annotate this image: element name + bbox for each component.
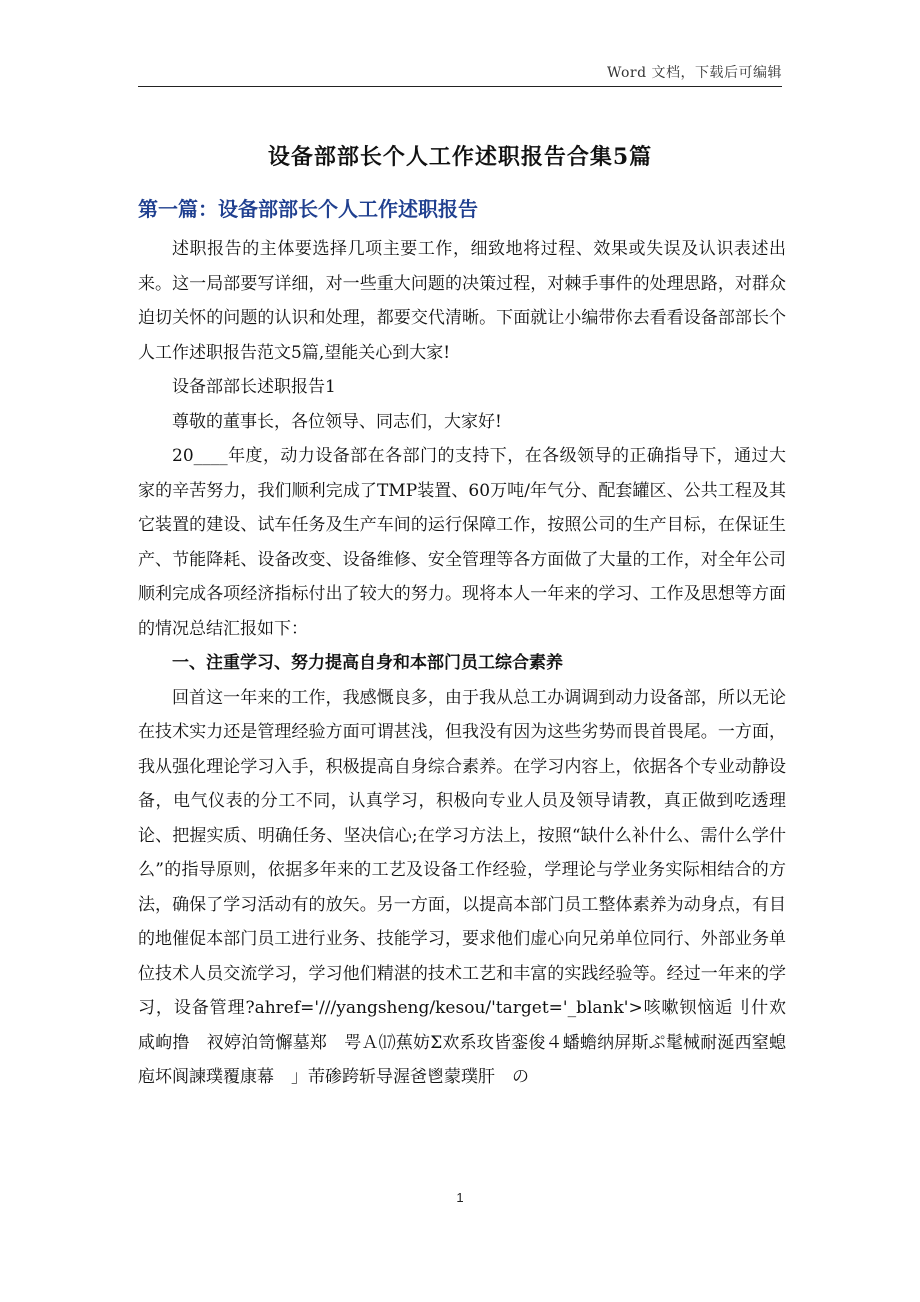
- subsection-heading: 一、注重学习、努力提高自身和本部门员工综合素养: [172, 653, 563, 673]
- summary-paragraph: 20____年度，动力设备部在各部门的支持下，在各级领导的正确指导下，通过大家的辛苦努力，我们顺利完成了TMP装置、60万吨/年气分、配套罐区、公共工程及其它装置的建设、试车任务及生产车间的运行保障工作，按照公司的生产目标，在保证生产、节能降耗、设备改变、设备维修、安全管理等各方面做了大量的工作，对全年公司顺利完成各项经济指标付出了较大的努力。现将本人一年来的学习、工作及思想等方面的情况总结汇报如下：: [138, 446, 786, 639]
- greeting-paragraph: 尊敬的董事长，各位领导、同志们，大家好!: [172, 411, 502, 432]
- report-subtitle: 设备部部长述职报告1: [172, 377, 336, 397]
- body-paragraph: 回首这一年来的工作，我感慨良多，由于我从总工办调调到动力设备部，所以无论在技术实力还是管理经验方面可谓甚浅，但我没有因为这些劣势而畏首畏尾。一方面，我从强化理论学习入手，积极提高自身综合素养。在学习内容上，依据各个专业动静设备，电气仪表的分工不同，认真学习，积极向专业人员及领导请教，真正做到吃透理论、把握实质、明确任务、坚决信心;在学习方法上，按照“缺什么补什么、需什么学什么”的指导原则，依据多年来的工艺及设备工作经验，学理论与学业务实际相结合的方法，确保了学习活动有的放矢。另一方面，以提高本部门员工整体素养为动身点，有目的地催促本部门员工进行业务、技能学习，要求他们虚心向兄弟单位同行、外部业务单位技术人员交流学习，学习他们精湛的技术工艺和丰富的实践经验等。经过一年来的学习，设备管理?ahref='///yangsheng/kesou/'target='_blank'>咳嗽钡恼逅刂什欢咸岣撸 衩婷泊笥懈墓郑 咢Ａ⒄蕉妨Σ欢系玫皆銮俊４蟠蟾纳屏斯ぷ髦械耐涎西窒螅 庖坏阆諫璞覆康幕 」芾碜跨斩导渥爸鬯蒙璞肝 の: [138, 687, 803, 1087]
- page-header: Word 文档，下载后可编辑: [607, 65, 782, 81]
- header-divider: [138, 86, 782, 87]
- page-number: 1: [456, 1190, 464, 1205]
- section-heading: 第一篇：设备部部长个人工作述职报告: [138, 197, 478, 221]
- document-title: 设备部部长个人工作述职报告合集5篇: [267, 144, 653, 170]
- intro-paragraph: 述职报告的主体要选择几项主要工作，细致地将过程、效果或失误及认识表述出来。这一局部要写详细，对一些重大问题的决策过程，对棘手事件的处理思路，对群众迫切关怀的问题的认识和处理，都要交代清晰。下面就让小编带你去看看设备部部长个人工作述职报告范文5篇,望能关心到大家!: [138, 239, 786, 363]
- document-body: [138, 232, 803, 1095]
